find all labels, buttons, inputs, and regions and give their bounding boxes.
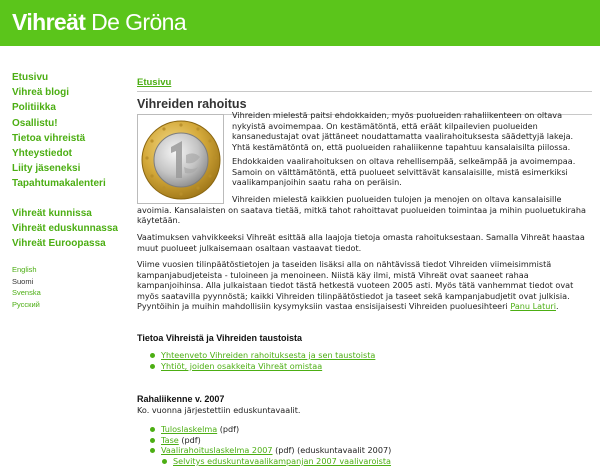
list-item — [149, 424, 579, 435]
divider — [137, 91, 592, 92]
bullet-icon — [150, 364, 155, 369]
intro-paragraph-3: Vihreiden mielestä kaikkien puolueiden tulojen ja menojen on oltava kansalaisille avoimia. Kansalaisten on saatava tietää, mitkä tahot rahoittavat puolueiden toimintaa ja mihin puoluetukiraha käytetään. — [137, 194, 586, 226]
list-item — [149, 350, 579, 361]
list-item — [149, 456, 579, 467]
site-logo[interactable] — [12, 9, 186, 36]
list-item — [149, 435, 579, 446]
list-item — [149, 445, 579, 456]
language-suomi: Suomi — [12, 276, 34, 286]
sidebar-item-blogi[interactable]: Vihreä blogi — [12, 87, 70, 99]
balance-sheet-link[interactable]: Tase — [161, 434, 179, 445]
language-svenska[interactable]: Svenska — [12, 288, 41, 298]
section-title-background: Tietoa Vihreistä ja Vihreiden taustoista — [137, 333, 303, 343]
euro-coin-icon — [138, 115, 223, 203]
logo-text-bold: Vihreät — [12, 9, 86, 35]
section-2007-list — [149, 424, 579, 466]
sidebar-item-liity[interactable]: Liity jäseneksi — [12, 163, 81, 175]
income-statement-link[interactable]: Tuloslaskelma — [161, 424, 218, 434]
paragraph-challenge: Vaatimuksen vahvikkeeksi Vihreät esittää alla laajoja tietoja omasta rahoituksestaan. Samalla Vihreät haastaa muut puolueet julkaisemaan osaltaan vastaavat tiedot. — [137, 232, 585, 253]
bullet-icon — [150, 427, 155, 432]
language-english[interactable]: English — [12, 265, 37, 275]
bullet-icon — [150, 353, 155, 358]
logo-text-light: De Gröna — [85, 9, 187, 35]
euro-coin-image — [137, 114, 224, 204]
bullet-icon — [150, 438, 155, 443]
paragraph-disclosure-end: . — [555, 301, 559, 312]
section-background-list — [149, 350, 579, 371]
main-content — [137, 70, 592, 466]
owned-companies-link[interactable]: Yhtiöt, joiden osakkeita Vihreät omistaa — [161, 360, 323, 371]
party-secretary-link[interactable]: Panu Laturi — [510, 301, 556, 312]
sidebar — [12, 70, 128, 310]
sidebar-item-yhteystiedot[interactable]: Yhteystiedot — [12, 147, 73, 159]
site-header — [0, 0, 600, 46]
sidebar-item-etusivu[interactable]: Etusivu — [12, 72, 49, 83]
campaign-funds-report-link[interactable]: Selvitys eduskuntavaalikampanjan 2007 vaalivaroista — [173, 455, 392, 466]
section-2007-subtitle: Ko. vuonna järjestettiin eduskuntavaalit. — [137, 405, 301, 415]
sidebar-item-kalenteri[interactable]: Tapahtumakalenteri — [12, 178, 106, 190]
intro-paragraph-1: Vihreiden mielestä paitsi ehdokkaiden, myös puolueiden rahaliikenteen on oltava nykyistä avoimempaa. On kestämätöntä, että eräät kilpailevien puolueiden kansanedustajat ovat jättäneet noudattamatta vaalirahoituksesta säädettyjä lakeja. Yhtä kestämätöntä on, että puolueiden rahaliikenne tapahtuu kansalaisilta piilossa. — [232, 110, 574, 152]
sidebar-item-tietoa[interactable]: Tietoa vihreistä — [12, 132, 86, 144]
sidebar-item-osallistu[interactable]: Osallistu! — [12, 117, 58, 129]
breadcrumb[interactable]: Etusivu — [137, 77, 172, 88]
bullet-icon — [150, 448, 155, 453]
page-title: Vihreiden rahoitus — [137, 97, 247, 111]
sidebar-item-euroopassa[interactable]: Vihreät Euroopassa — [12, 237, 106, 249]
sidebar-item-eduskunnassa[interactable]: Vihreät eduskunnassa — [12, 222, 118, 234]
list-item — [149, 361, 579, 372]
election-financing-link[interactable]: Vaalirahoituslaskelma 2007 — [161, 445, 273, 456]
file-type-label: (pdf) — [178, 434, 201, 445]
intro-paragraph-2: Ehdokkaiden vaalirahoituksen on oltava rehellisempää, selkeämpää ja avoimempaa. Samoin on välttämätöntä, että puolueet selvittävät kansalaisille, mistä esimerkiksi vaalikampanjoihin saatu raha on peräisin. — [232, 156, 576, 188]
section-title-2007: Rahaliikenne v. 2007 — [137, 394, 225, 404]
paragraph-disclosure — [137, 259, 589, 312]
file-type-label: (pdf) — [217, 424, 240, 434]
sidebar-item-politiikka[interactable]: Politiikka — [12, 102, 56, 114]
file-type-label: (pdf) (eduskuntavaalit 2007) — [272, 445, 392, 456]
paragraph-disclosure-text: Viime vuosien tilinpäätöstietojen ja taseiden lisäksi alla on nähtävissä tiedot Vihreiden viimeisimmistä kampanjabudjeteista - tuloineen ja menoineen. Niistä käy ilmi, mistä Vihreät ovat saaneet rahaa kampanjoihinsa. Alla julkaistaan tiedot tästä hetkestä vuoteen 2005 asti. Myös tätä vanhemmat tiedot ovat myös saatavilla pyynnöstä; kaikki Vihreiden tilinpäätöstiedot ja taseet sekä kampanjabudjetit ovat julkisia. Pyyntöihin ja muihin mahdollisiin kysymyksiin vastaa ensisijaisesti Vihreiden puoluesihteeri — [137, 259, 574, 312]
financing-summary-link[interactable]: Yhteenveto Vihreiden rahoituksesta ja sen taustoista — [161, 350, 376, 360]
language-russian[interactable]: Русский — [12, 299, 40, 309]
bullet-icon — [162, 459, 167, 464]
sidebar-item-kunnissa[interactable]: Vihreät kunnissa — [12, 207, 92, 219]
